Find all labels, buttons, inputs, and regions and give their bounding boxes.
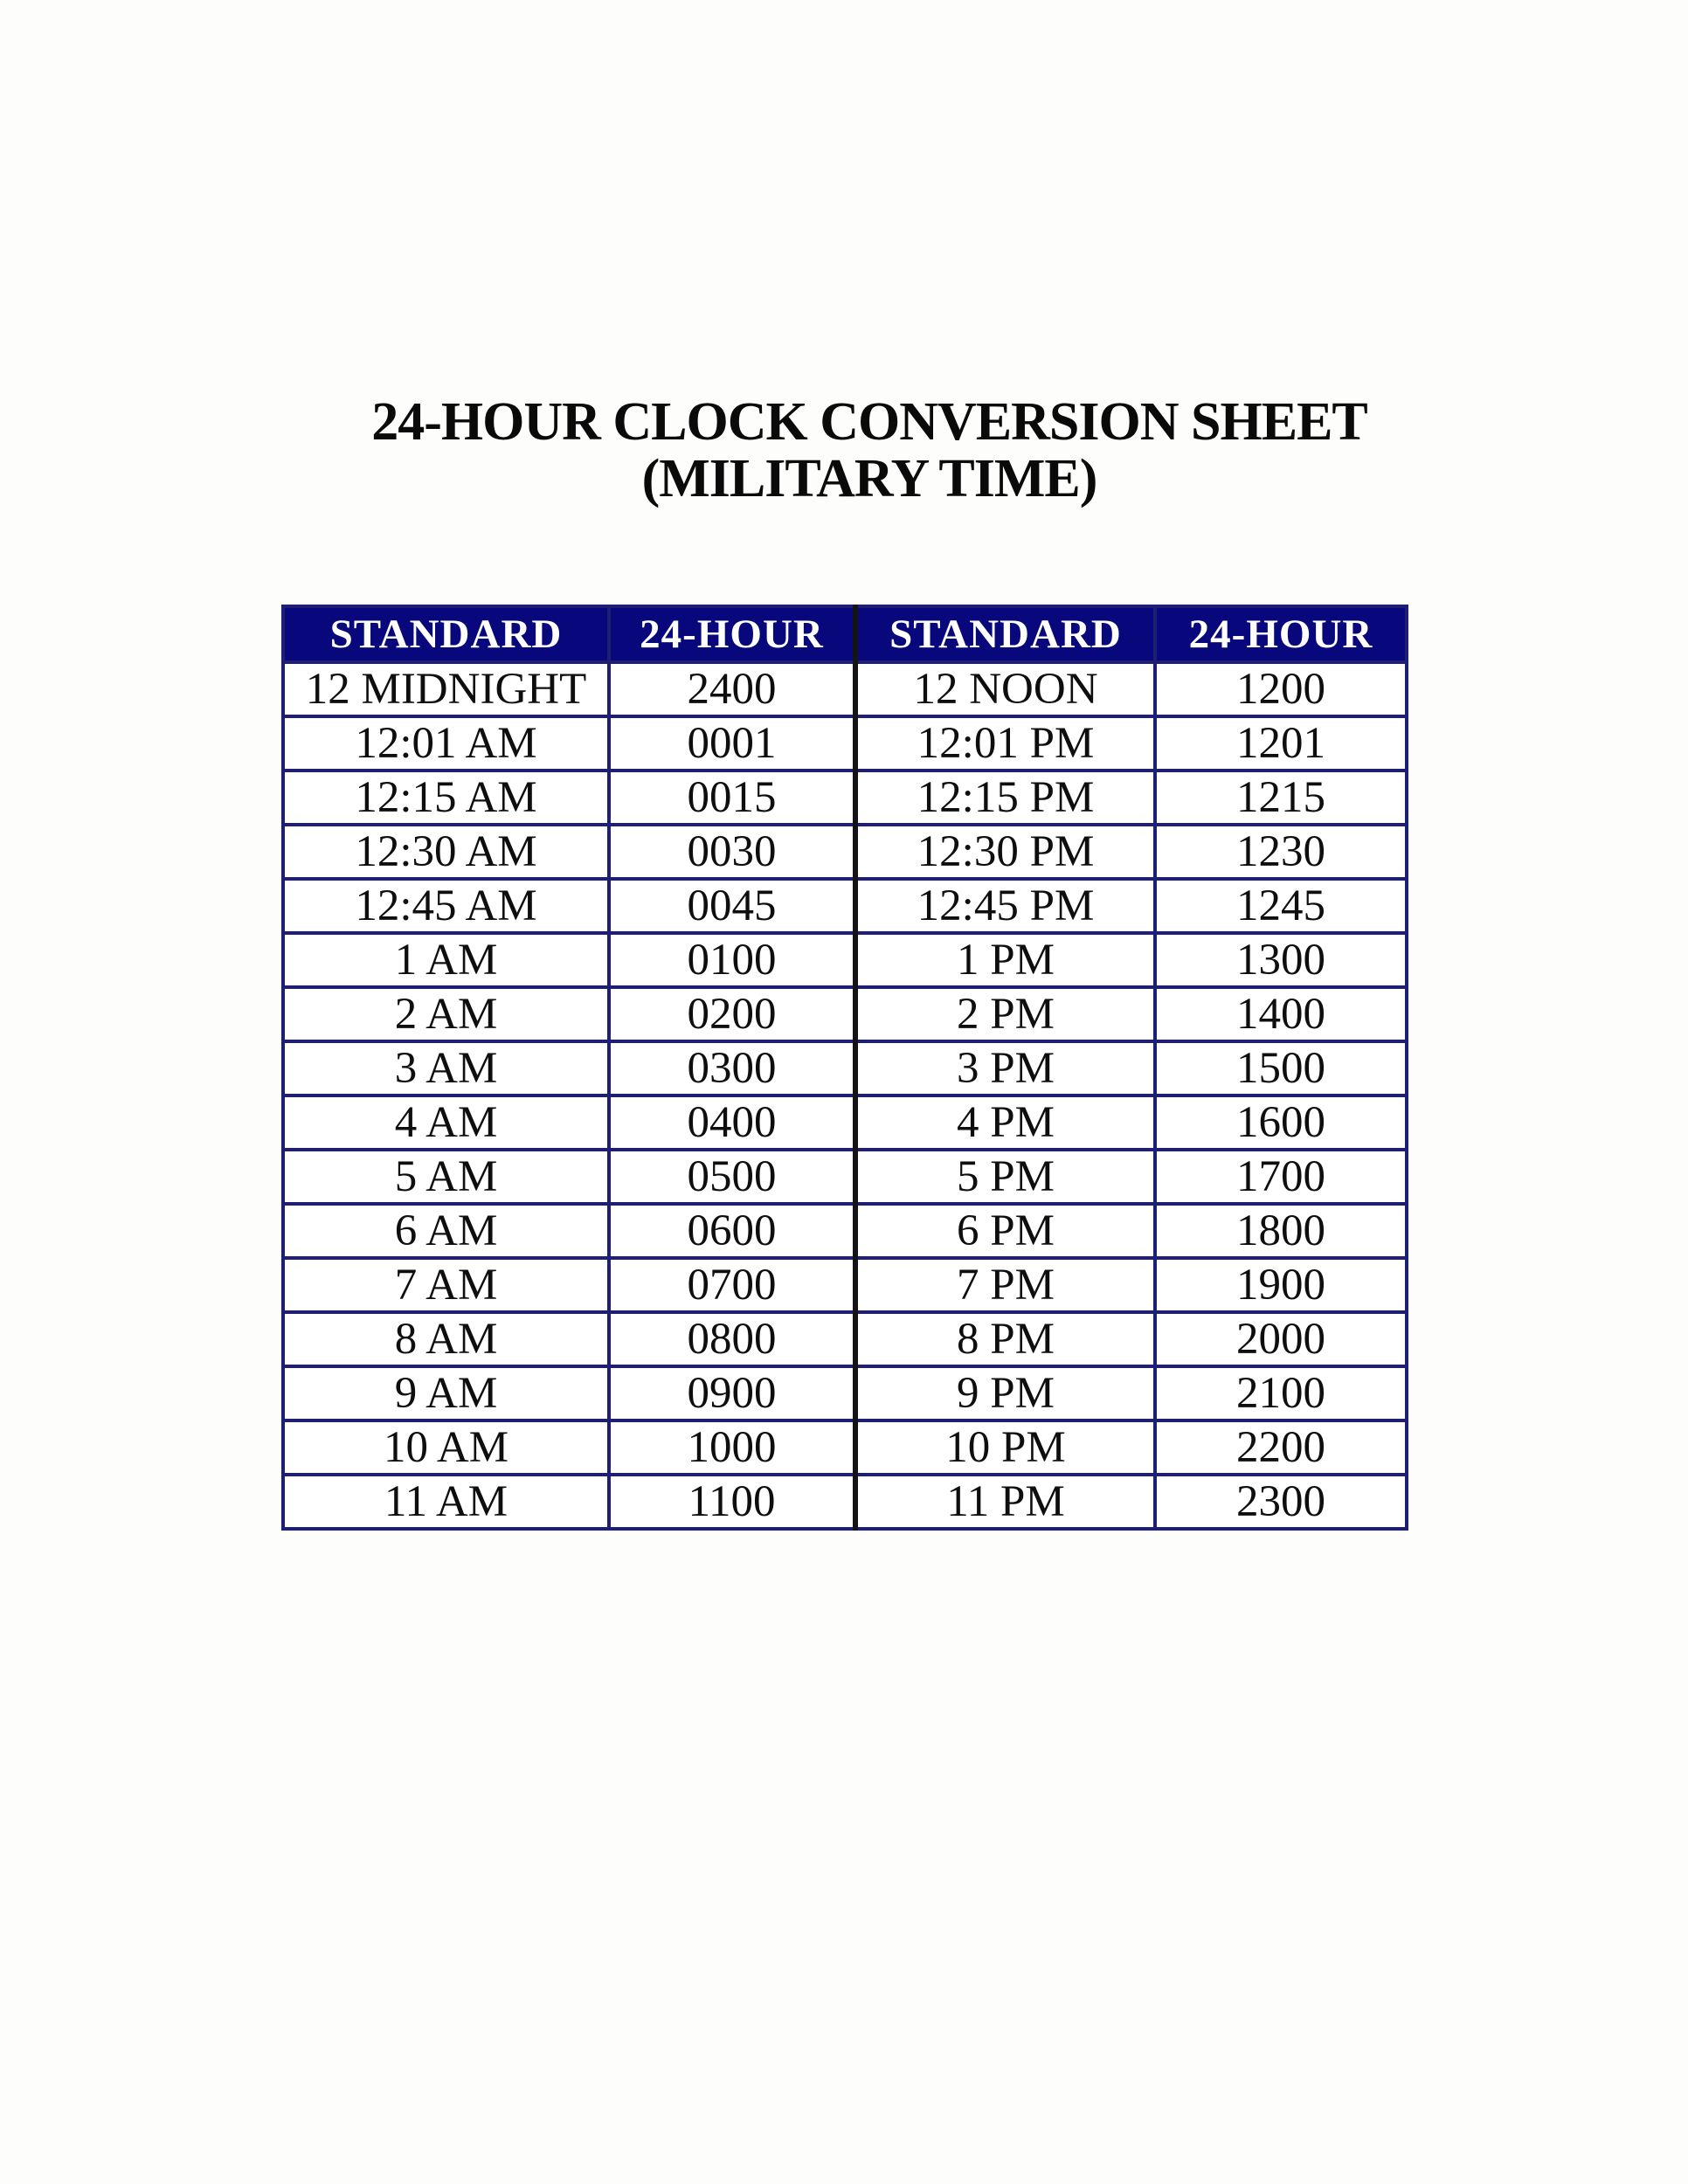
standard-time-cell: 2 PM bbox=[855, 987, 1155, 1041]
standard-time-cell: 5 AM bbox=[283, 1150, 609, 1204]
table-row bbox=[283, 662, 1407, 716]
standard-time-cell: 5 PM bbox=[855, 1150, 1155, 1204]
military-time-cell: 1600 bbox=[1155, 1095, 1407, 1150]
military-time-cell: 0700 bbox=[609, 1258, 855, 1312]
military-time-cell: 0500 bbox=[609, 1150, 855, 1204]
standard-time-cell: 7 PM bbox=[855, 1258, 1155, 1312]
military-time-cell: 1900 bbox=[1155, 1258, 1407, 1312]
military-time-cell: 0001 bbox=[609, 716, 855, 771]
page-title-line-2: (MILITARY TIME) bbox=[641, 449, 1097, 508]
standard-time-cell: 12:15 AM bbox=[283, 771, 609, 825]
military-time-cell: 1300 bbox=[1155, 933, 1407, 987]
table-row bbox=[283, 933, 1407, 987]
military-time-cell: 1200 bbox=[1155, 662, 1407, 716]
military-time-cell: 2400 bbox=[609, 662, 855, 716]
standard-time-cell: 4 PM bbox=[855, 1095, 1155, 1150]
military-time-cell: 2200 bbox=[1155, 1420, 1407, 1475]
standard-time-cell: 12:30 AM bbox=[283, 825, 609, 879]
table-row bbox=[283, 1312, 1407, 1366]
table-row bbox=[283, 987, 1407, 1041]
military-time-cell: 0045 bbox=[609, 879, 855, 933]
standard-time-cell: 6 AM bbox=[283, 1204, 609, 1258]
standard-time-cell: 7 AM bbox=[283, 1258, 609, 1312]
standard-time-cell: 12 MIDNIGHT bbox=[283, 662, 609, 716]
table-row bbox=[283, 716, 1407, 771]
military-time-cell: 0300 bbox=[609, 1041, 855, 1095]
military-time-cell: 1230 bbox=[1155, 825, 1407, 879]
military-time-cell: 1215 bbox=[1155, 771, 1407, 825]
page-title bbox=[371, 394, 1367, 508]
military-time-cell: 0600 bbox=[609, 1204, 855, 1258]
table-row bbox=[283, 1095, 1407, 1150]
military-time-cell: 0100 bbox=[609, 933, 855, 987]
table-row bbox=[283, 1366, 1407, 1420]
standard-time-cell: 10 PM bbox=[855, 1420, 1155, 1475]
military-time-cell: 1700 bbox=[1155, 1150, 1407, 1204]
table-row bbox=[283, 1475, 1407, 1529]
military-time-cell: 1000 bbox=[609, 1420, 855, 1475]
military-time-cell: 2300 bbox=[1155, 1475, 1407, 1529]
standard-time-cell: 8 AM bbox=[283, 1312, 609, 1366]
table-row bbox=[283, 771, 1407, 825]
military-time-cell: 0800 bbox=[609, 1312, 855, 1366]
table-row bbox=[283, 825, 1407, 879]
standard-time-cell: 9 PM bbox=[855, 1366, 1155, 1420]
standard-time-cell: 12:30 PM bbox=[855, 825, 1155, 879]
standard-time-cell: 10 AM bbox=[283, 1420, 609, 1475]
standard-time-cell: 3 PM bbox=[855, 1041, 1155, 1095]
standard-time-cell: 1 PM bbox=[855, 933, 1155, 987]
standard-time-cell: 12:45 AM bbox=[283, 879, 609, 933]
standard-time-cell: 2 AM bbox=[283, 987, 609, 1041]
standard-time-cell: 8 PM bbox=[855, 1312, 1155, 1366]
military-time-cell: 1245 bbox=[1155, 879, 1407, 933]
military-time-cell: 0030 bbox=[609, 825, 855, 879]
standard-time-cell: 3 AM bbox=[283, 1041, 609, 1095]
standard-time-cell: 12:01 AM bbox=[283, 716, 609, 771]
table-row bbox=[283, 1150, 1407, 1204]
military-time-cell: 1500 bbox=[1155, 1041, 1407, 1095]
table-row bbox=[283, 1258, 1407, 1312]
column-header-standard-1: STANDARD bbox=[283, 606, 609, 662]
standard-time-cell: 11 PM bbox=[855, 1475, 1155, 1529]
standard-time-cell: 12:01 PM bbox=[855, 716, 1155, 771]
military-time-cell: 1400 bbox=[1155, 987, 1407, 1041]
table-row bbox=[283, 1204, 1407, 1258]
column-header-24hour-2: 24-HOUR bbox=[1155, 606, 1407, 662]
table-body bbox=[283, 662, 1407, 1529]
header-row bbox=[283, 606, 1407, 662]
standard-time-cell: 4 AM bbox=[283, 1095, 609, 1150]
military-time-cell: 1201 bbox=[1155, 716, 1407, 771]
column-header-24hour-1: 24-HOUR bbox=[609, 606, 855, 662]
page-title-line-1: 24-HOUR CLOCK CONVERSION SHEET bbox=[371, 392, 1367, 452]
standard-time-cell: 12 NOON bbox=[855, 662, 1155, 716]
standard-time-cell: 11 AM bbox=[283, 1475, 609, 1529]
table-row bbox=[283, 879, 1407, 933]
table-row bbox=[283, 1041, 1407, 1095]
conversion-table bbox=[281, 605, 1408, 1531]
military-time-cell: 1100 bbox=[609, 1475, 855, 1529]
military-time-cell: 0900 bbox=[609, 1366, 855, 1420]
military-time-cell: 0200 bbox=[609, 987, 855, 1041]
table-row bbox=[283, 1420, 1407, 1475]
military-time-cell: 0015 bbox=[609, 771, 855, 825]
standard-time-cell: 1 AM bbox=[283, 933, 609, 987]
standard-time-cell: 9 AM bbox=[283, 1366, 609, 1420]
standard-time-cell: 12:15 PM bbox=[855, 771, 1155, 825]
military-time-cell: 2000 bbox=[1155, 1312, 1407, 1366]
military-time-cell: 1800 bbox=[1155, 1204, 1407, 1258]
military-time-cell: 2100 bbox=[1155, 1366, 1407, 1420]
military-time-cell: 0400 bbox=[609, 1095, 855, 1150]
column-header-standard-2: STANDARD bbox=[855, 606, 1155, 662]
standard-time-cell: 12:45 PM bbox=[855, 879, 1155, 933]
standard-time-cell: 6 PM bbox=[855, 1204, 1155, 1258]
